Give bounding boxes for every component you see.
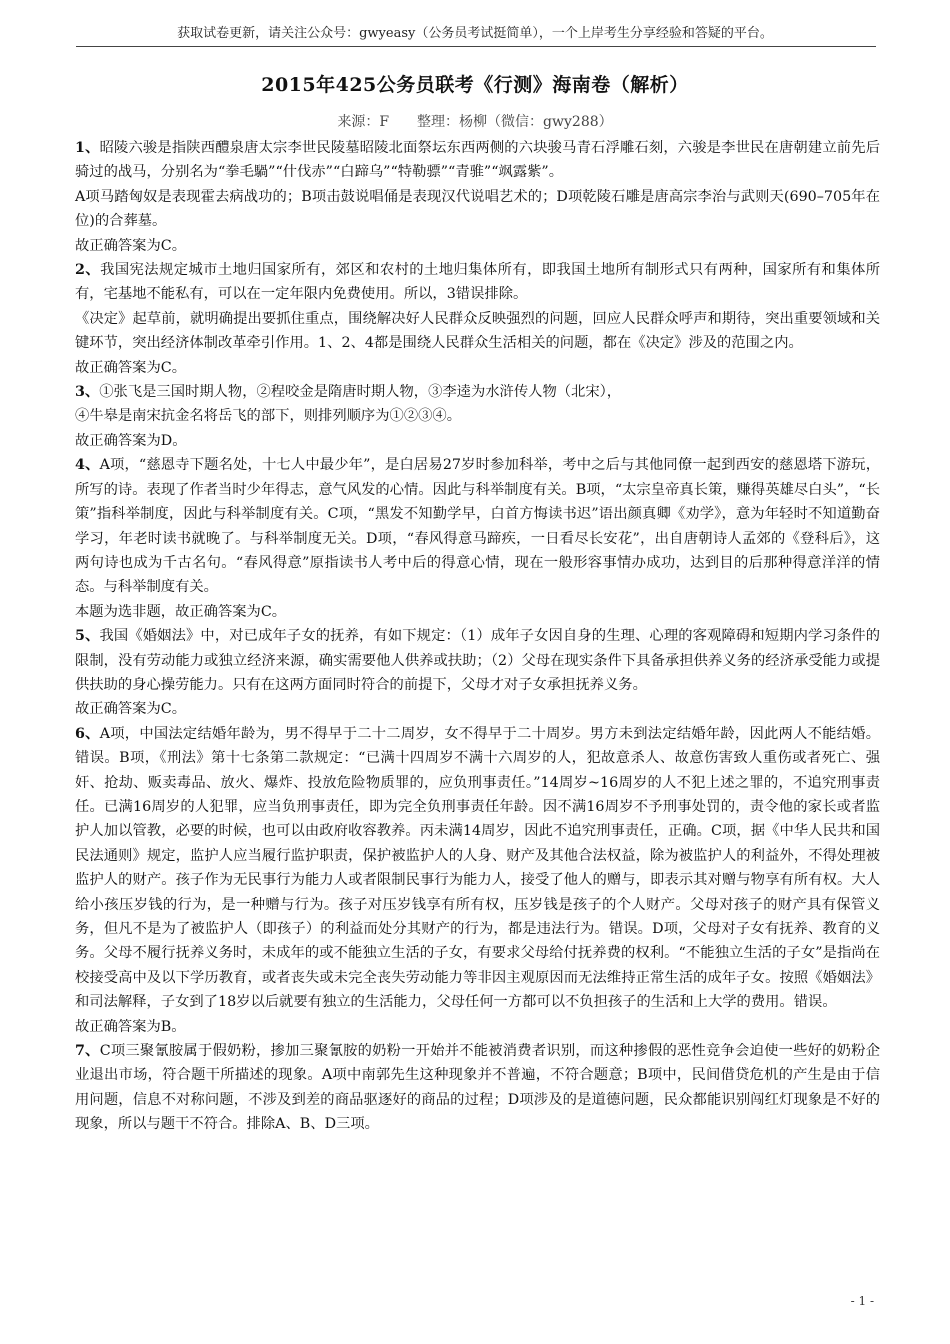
paragraph [75, 624, 880, 697]
answer-line: 故正确答案为C。 [75, 359, 187, 376]
question-2 [75, 258, 880, 380]
page-number: - 1 - [850, 1294, 874, 1308]
paragraph-text: C项三聚氰胺属于假奶粉，掺加三聚氰胺的奶粉一开始并不能被消费者识别，而这种掺假的恶性竞争会迫使一些好的奶粉企业退出市场，符合题干所描述的现象。A项中南郭先生这种现象并不普遍，不符合题意；B项中，民间借贷危机的产生是由于信用问题，信息不对称问题，不涉及到差的商品驱逐好的商品的过程；D项涉及的是道德问题，民众都能识别闯红灯现象是不好的现象，所以与题干不符合。排除A、B、D三项。 [75, 1043, 880, 1133]
paragraph-text: 我国《婚姻法》中，对已成年子女的抚养，有如下规定：（1）成年子女因自身的生理、心理的客观障碍和短期内学习条件的限制，没有劳动能力或独立经济来源，确实需要他人供养或扶助；（2）父母在现实条件下具备承担供养义务的经济承受能力或提供扶助的身心操劳能力。只有在这两方面同时符合的前提下，父母才对子女承担抚养义务。 [75, 628, 880, 693]
paragraph: A项马踏匈奴是表现霍去病战功的；B项击鼓说唱俑是表现汉代说唱艺术的；D项乾陵石雕是唐高宗李治与武则天(690–705年在位)的合葬墓。 [75, 188, 880, 230]
paragraph-text: ①张飞是三国时期人物，②程咬金是隋唐时期人物，③李逵为水浒传人物（北宋）， [99, 384, 622, 401]
answer-line: 故正确答案为B。 [75, 1018, 186, 1035]
document-title: 2015年425公务员联考《行测》海南卷（解析） [261, 74, 689, 96]
question-4 [75, 453, 880, 624]
paragraph: ④牛皋是南宋抗金名将岳飞的部下，则排列顺序为①②③④。 [75, 408, 462, 425]
question-5 [75, 624, 880, 722]
question-3 [75, 380, 880, 453]
question-6 [75, 722, 880, 1039]
answer-line: 故正确答案为D。 [75, 432, 187, 449]
source-line: 来源：F 整理：杨柳（微信：gwy288） [337, 114, 613, 130]
document-body [75, 136, 880, 1137]
answer-line: 故正确答案为C。 [75, 701, 187, 718]
question-7 [75, 1039, 880, 1137]
question-number: 5、 [75, 628, 100, 645]
paragraph-text: A项，中国法定结婚年龄为，男不得早于二十二周岁，女不得早于二十周岁。男方未到法定结婚年龄，因此两人不能结婚。错误。B项，《刑法》第十七条第二款规定：“已满十四周岁不满十六周岁的人，犯故意杀人、故意伤害致人重伤或者死亡、强奸、抢劫、贩卖毒品、放火、爆炸、投放危险物质罪的，应负刑事责任。”14周岁~16周岁的人不犯上述之罪的，不追究刑事责任。已满16周岁的人犯罪，应当负刑事责任，即为完全负刑事责任年龄。因不满16周岁不予刑事处罚的，责令他的家长或者监护人加以管教，必要的时候，也可以由政府收容教养。丙未满14周岁，因此不追究刑事责任，正确。C项，据《中华人民共和国民法通则》规定，监护人应当履行监护职责，保护被监护人的人身、财产及其他合法权益，除为被监护人的利益外，不得处理被监护人的财产。孩子作为无民事行为能力人或者限制民事行为能力人，接受了他人的赠与，即表示其对赠与物享有所有权。大人给小孩压岁钱的行为，是一种赠与行为。孩子对压岁钱享有所有权，压岁钱是孩子的个人财产。父母对孩子的财产具有保管义务，但凡不是为了被监护人（即孩子）的利益而处分其财产的行为，都是违法行为。错误。D项，父母对子女有抚养、教育的义务。父母不履行抚养义务时，未成年的或不能独立生活的子女，有要求父母给付抚养费的权利。“不能独立生活的子女”是指尚在校接受高中及以下学历教育，或者丧失或未完全丧失劳动能力等非因主观原因而无法维持正常生活的成年子女。按照《婚姻法》和司法解释，子女到了18岁以后就要有独立的生活能力，父母任何一方都可以不负担孩子的生活和上大学的费用。错误。 [75, 725, 880, 1011]
header-notice: 获取试卷更新，请关注公众号：gwyeasy（公务员考试挺简单），一个上岸考生分享经验和答疑的平台。 [177, 26, 773, 41]
paragraph [75, 453, 880, 599]
paragraph-text: 我国宪法规定城市土地归国家所有，郊区和农村的土地归集体所有，即我国土地所有制形式只有两种，国家所有和集体所有，宅基地不能私有，可以在一定年限内免费使用。所以，3错误排除。 [75, 262, 881, 303]
paragraph [75, 1039, 880, 1137]
paragraph [75, 380, 880, 404]
question-number: 4、 [75, 457, 100, 474]
question-number: 3、 [75, 384, 100, 401]
paragraph: 《决定》起草前，就明确提出要抓住重点，围绕解决好人民群众反映强烈的问题，回应人民群众呼声和期待，突出重要领域和关键环节，突出经济体制改革牵引作用。1、2、4都是围绕人民群众生活相关的问题，都在《决定》涉及的范围之内。 [75, 310, 880, 352]
paragraph [75, 136, 880, 185]
header-divider [76, 46, 876, 47]
question-1 [75, 136, 880, 258]
paragraph [75, 258, 880, 307]
question-number: 7、 [75, 1043, 100, 1060]
answer-line: 本题为选非题，故正确答案为C。 [75, 603, 287, 620]
question-number: 6、 [75, 725, 100, 742]
paragraph [75, 722, 880, 1015]
question-number: 2、 [75, 262, 101, 279]
paragraph-text: 昭陵六骏是指陕西醴泉唐太宗李世民陵墓昭陵北面祭坛东西两侧的六块骏马青石浮雕石刻，六骏是李世民在唐朝建立前先后骑过的战马，分别名为“拳毛騧”“什伐赤”“白蹄乌”“特勒骠”“青骓”“飒露紫”。 [75, 140, 880, 181]
paragraph-text: A项，“慈恩寺下题名处，十七人中最少年”，是白居易27岁时参加科举，考中之后与其他同僚一起到西安的慈恩塔下游玩，所写的诗。表现了作者当时少年得志，意气风发的心情。因此与科举制度有关。B项，“太宗皇帝真长策，赚得英雄尽白头”，“长策”指科举制度，因此与科举制度有关。C项，“黑发不知勤学早，白首方悔读书迟”语出颜真卿《劝学》，意为年轻时不知道勤奋学习，年老时读书就晚了。与科举制度无关。D项，“春风得意马蹄疾，一日看尽长安花”，出自唐朝诗人孟郊的《登科后》，这两句诗也成为千古名句。“春风得意”原指读书人考中后的得意心情，现在一般形容事情办成功，达到目的后那种得意洋洋的情态。与科举制度有关。 [75, 457, 880, 596]
answer-line: 故正确答案为C。 [75, 237, 187, 254]
question-number: 1、 [75, 140, 100, 156]
